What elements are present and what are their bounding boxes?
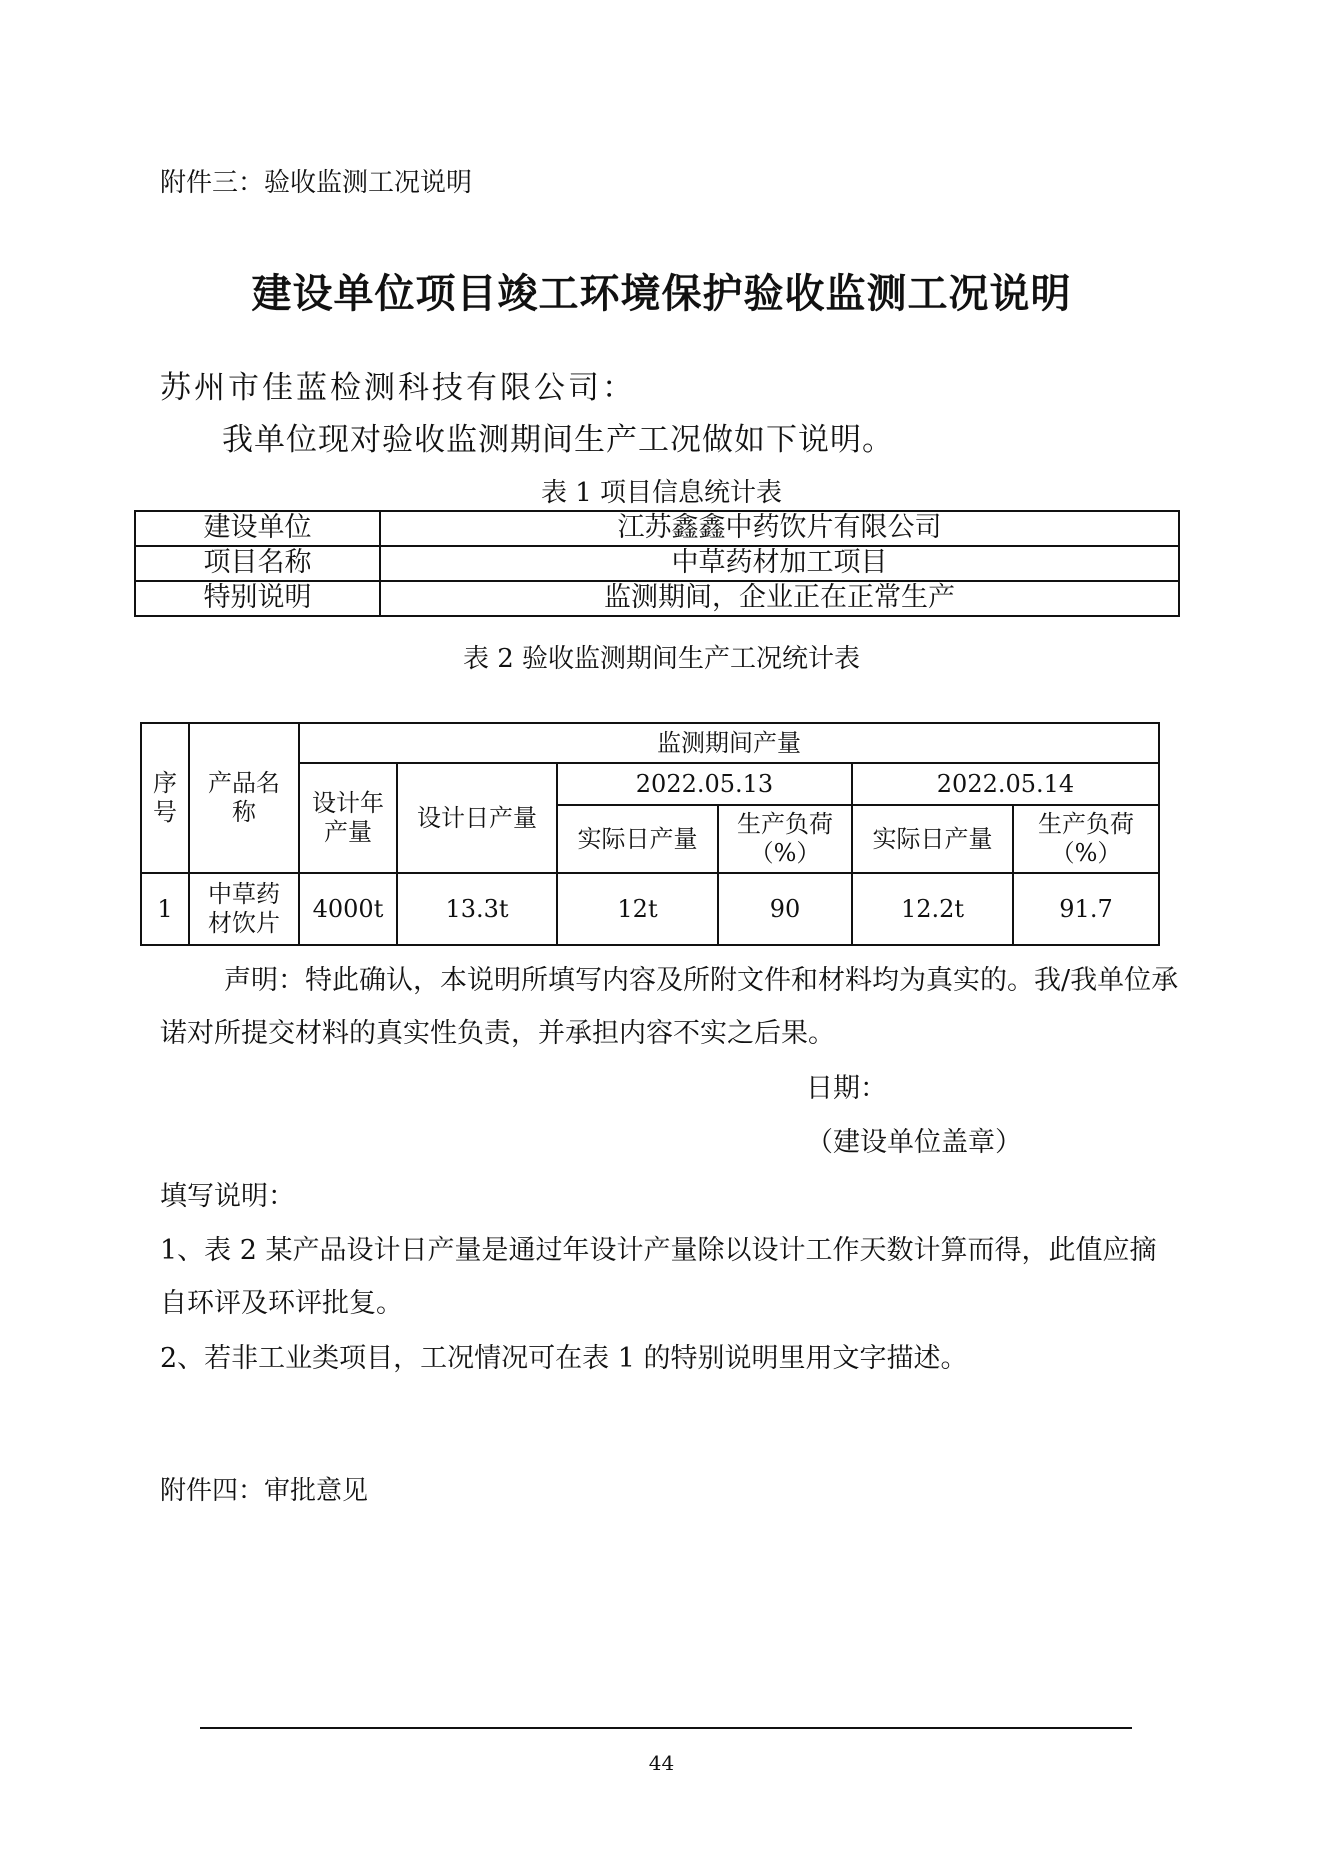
table-header-row xyxy=(141,723,1159,763)
header-product: 产品名称 xyxy=(189,723,299,873)
cell-seq: 1 xyxy=(141,873,189,945)
header-design-annual: 设计年产量 xyxy=(299,763,397,873)
footer-divider xyxy=(200,1727,1132,1729)
header-load-1: 生产负荷（%） xyxy=(718,805,852,873)
declaration-paragraph: 声明：特此确认，本说明所填写内容及所附文件和材料均为真实的。我/我单位承诺对所提交材料的真实性负责，并承担内容不实之后果。 xyxy=(160,965,1179,1049)
table-cell-label: 特别说明 xyxy=(135,581,380,616)
table-cell-label: 建设单位 xyxy=(135,511,380,546)
table-row xyxy=(135,511,1179,546)
intro-paragraph: 我单位现对验收监测期间生产工况做如下说明。 xyxy=(222,422,894,458)
header-date-1: 2022.05.13 xyxy=(557,763,852,805)
table-cell-value: 江苏鑫鑫中药饮片有限公司 xyxy=(380,511,1179,546)
notes-item-1: 1、表 2 某产品设计日产量是通过年设计产量除以设计工作天数计算而得，此值应摘自环评及环评批复。 xyxy=(160,1235,1157,1319)
document-title: 建设单位项目竣工环境保护验收监测工况说明 xyxy=(251,271,1072,317)
production-status-table xyxy=(140,722,1160,946)
table-row xyxy=(135,581,1179,616)
header-actual-daily-2: 实际日产量 xyxy=(852,805,1013,873)
notes-title: 填写说明： xyxy=(160,1181,295,1212)
page-number: 44 xyxy=(648,1751,675,1775)
project-info-table xyxy=(134,510,1180,617)
addressee: 苏州市佳蓝检测科技有限公司： xyxy=(160,370,636,406)
seal-label: （建设单位盖章） xyxy=(806,1127,1022,1158)
cell-actual-2: 12.2t xyxy=(852,873,1013,945)
header-period-output: 监测期间产量 xyxy=(299,723,1159,763)
cell-load-1: 90 xyxy=(718,873,852,945)
table-row xyxy=(135,546,1179,581)
header-load-2: 生产负荷（%） xyxy=(1013,805,1159,873)
header-seq: 序号 xyxy=(141,723,189,873)
appendix-4-heading: 附件四：审批意见 xyxy=(160,1476,369,1506)
table2-caption: 表 2 验收监测期间生产工况统计表 xyxy=(462,644,861,674)
table-cell-value: 监测期间，企业正在正常生产 xyxy=(380,581,1179,616)
table-row xyxy=(141,873,1159,945)
header-design-daily: 设计日产量 xyxy=(397,763,557,873)
appendix-3-heading: 附件三：验收监测工况说明 xyxy=(160,168,473,198)
table-cell-label: 项目名称 xyxy=(135,546,380,581)
header-actual-daily-1: 实际日产量 xyxy=(557,805,718,873)
cell-actual-1: 12t xyxy=(557,873,718,945)
date-label: 日期： xyxy=(806,1073,887,1104)
header-date-2: 2022.05.14 xyxy=(852,763,1159,805)
table-cell-value: 中草药材加工项目 xyxy=(380,546,1179,581)
cell-design-daily: 13.3t xyxy=(397,873,557,945)
cell-product: 中草药材饮片 xyxy=(189,873,299,945)
cell-design-annual: 4000t xyxy=(299,873,397,945)
table1-caption: 表 1 项目信息统计表 xyxy=(540,478,783,508)
cell-load-2: 91.7 xyxy=(1013,873,1159,945)
notes-item-2: 2、若非工业类项目，工况情况可在表 1 的特别说明里用文字描述。 xyxy=(160,1343,968,1374)
